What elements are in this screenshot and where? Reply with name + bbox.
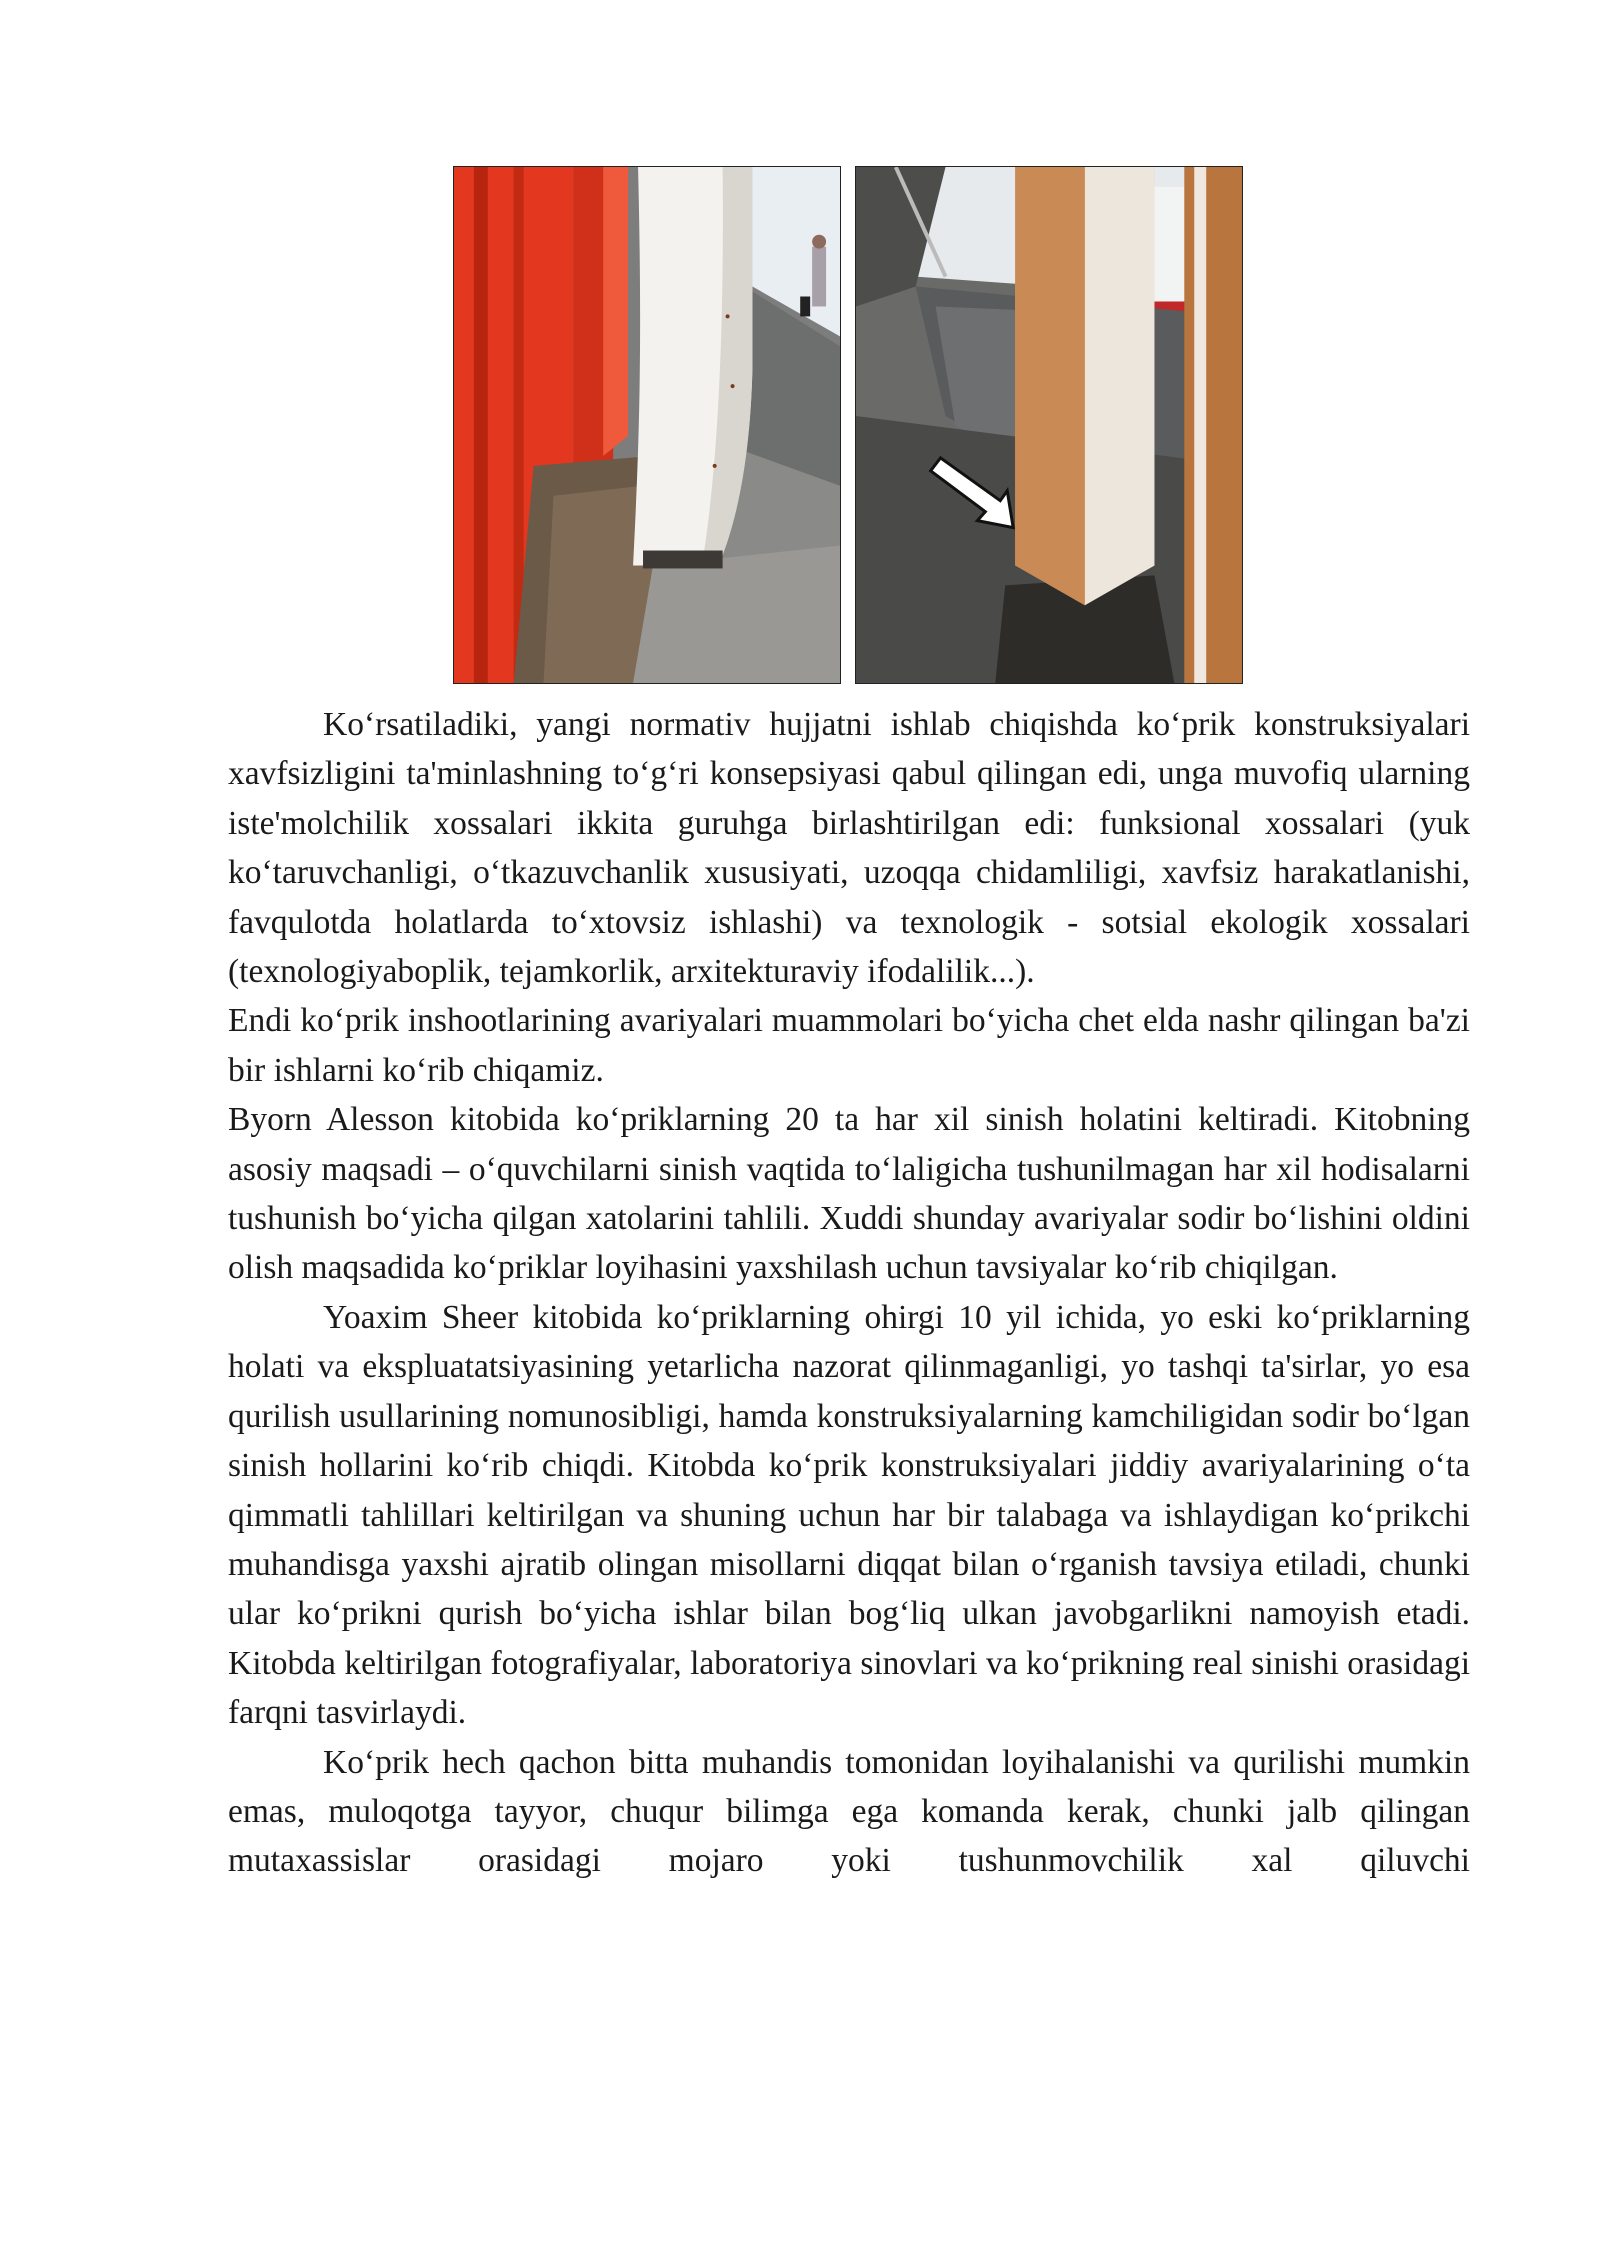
paragraph-2: Endi koʻprik inshootlarining avariyalari muammolari boʻyicha chet elda nashr qilingan ba'zi bir ishlarni koʻrib chiqamiz. bbox=[228, 1002, 1470, 1089]
body-text bbox=[228, 700, 1470, 1886]
paragraph-4: Yoaxim Sheer kitobida koʻpriklarning ohirgi 10 yil ichida, yo eski koʻpriklarning holati va ekspluatatsiyasining yetarlicha nazorat qilinmaganligi, yo tashqi ta'sirlar, yo esa qurilish usullarining nomunosibligi, hamda konstruksiyalarning kamchiligidan sodir boʻlgan sinish hollarini koʻrib chiqdi. Kitobda koʻprik konstruksiyalari jiddiy avariyalarining oʻta qimmatli tahlillari keltirilgan va shuning uchun har bir talabaga va ishlaydigan koʻprikchi muhandisga yaxshi ajratib olingan misollarni diqqat bilan oʻrganish tavsiya etiladi, chunki ular koʻprikni qurish boʻyicha ishlar bilan bogʻliq ulkan javobgarlikni namoyish etadi. Kitobda keltirilgan fotografiyalar, laboratoriya sinovlari va koʻprikning real sinishi orasidagi farqni tasvirlaydi. bbox=[228, 1298, 1470, 1732]
paragraph-1: Koʻrsatiladiki, yangi normativ hujjatni ishlab chiqishda koʻprik konstruksiyalari xavfsizligini ta'minlashning toʻgʻri konsepsiyasi qabul qilingan edi, unga muvofiq ularning iste'molchilik xossalari ikkita guruhga birlashtirilgan edi: funksional xossalari (yuk koʻtaruvchanligi, oʻtkazuvchanlik xususiyati, uzoqqa chidamliligi, xavfsiz harakatlanishi, favqulotda holatlarda toʻxtovsiz ishlashi) va texnologik - sotsial ekologik xossalari (texnologiyaboplik, tejamkorlik, arxitekturaviy ifodalilik...). bbox=[228, 706, 1470, 991]
paragraph-3: Byorn Alesson kitobida koʻpriklarning 20 ta har xil sinish holatini keltiradi. Kitobning asosiy maqsadi – oʻquvchilarni sinish vaqtida toʻlaligicha tushunilmagan har xil hodisalarni tushunish boʻyicha qilgan xatolarini tahlili. Xuddi shunday avariyalar sodir boʻlishini oldini olish maqsadida koʻpriklar loyihasini yaxshilash uchun tavsiyalar koʻrib chiqilgan. bbox=[228, 1101, 1470, 1287]
right-column-photo bbox=[855, 166, 1243, 684]
figure-photos bbox=[453, 166, 1243, 684]
left-column-photo bbox=[453, 166, 841, 684]
paragraph-5: Koʻprik hech qachon bitta muhandis tomonidan loyihalanishi va qurilishi mumkin emas, muloqotga tayyor, chuqur bilimga ega komanda kerak, chunki jalb qilingan mutaxassislar orasidagi mojaro yoki tushunmovchilik xal qiluvchi bbox=[228, 1743, 1470, 1880]
bridge-column-photo-image bbox=[454, 167, 840, 683]
bridge-column-photo-with-arrow-image bbox=[856, 167, 1242, 683]
